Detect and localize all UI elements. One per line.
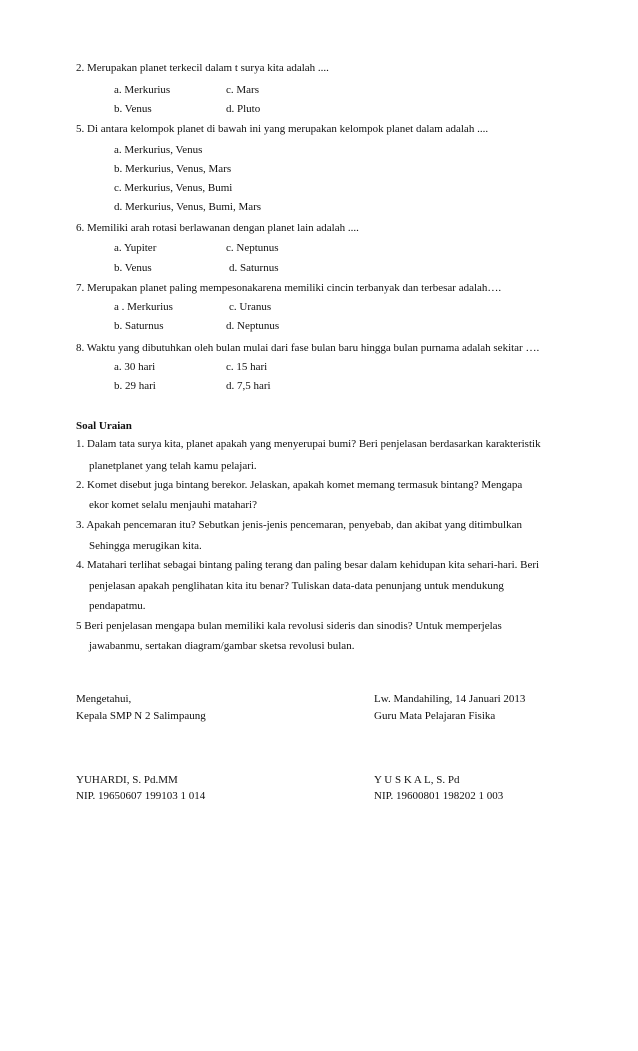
sig-right-line1: Lw. Mandahiling, 14 Januari 2013 [374, 693, 526, 705]
question-6: 6. Memiliki arah rotasi berlawanan dengan planet lain adalah .... [76, 222, 359, 234]
sig-left-line1: Mengetahui, [76, 693, 132, 705]
option-a: a. Merkurius [114, 84, 171, 96]
option-a: a. 30 hari [114, 361, 156, 373]
question-7: 7. Merupakan planet paling mempesonakarena memiliki cincin terbanyak dan terbesar adalah…. [76, 282, 502, 294]
sig-left-name: YUHARDI, S. Pd.MM [76, 774, 178, 786]
option-d: d. Pluto [226, 103, 261, 115]
option-b: b. Venus [114, 262, 152, 274]
sig-right-line2: Guru Mata Pelajaran Fisika [374, 710, 496, 722]
essay-line: ekor komet selalu menjauhi matahari? [89, 499, 257, 511]
option-d: d. Neptunus [226, 320, 280, 332]
option-c: c. Uranus [229, 301, 272, 313]
option-a: a. Yupiter [114, 242, 157, 254]
essay-line: 5 Beri penjelasan mengapa bulan memiliki kala revolusi sideris dan sinodis? Untuk memperjelas [76, 620, 502, 632]
essay-line: penjelasan apakah penglihatan kita itu benar? Tuliskan data-data penunjang untuk mendukung [89, 580, 504, 592]
essay-line: pendapatmu. [89, 600, 146, 612]
essay-heading: Soal Uraian [76, 420, 132, 432]
option-a: a . Merkurius [114, 301, 173, 313]
option-d: d. Saturnus [229, 262, 279, 274]
essay-line: planetplanet yang telah kamu pelajari. [89, 460, 257, 472]
option-b: b. Saturnus [114, 320, 164, 332]
essay-line: 4. Matahari terlihat sebagai bintang paling terang dan paling besar dalam kehidupan kita sehari-hari. Beri [76, 559, 540, 571]
option-b: b. Venus [114, 103, 152, 115]
essay-line: 2. Komet disebut juga bintang berekor. Jelaskan, apakah komet memang termasuk bintang? Mengapa [76, 479, 523, 491]
sig-left-line2: Kepala SMP N 2 Salimpaung [76, 710, 206, 722]
essay-line: jawabanmu, sertakan diagram/gambar sketsa revolusi bulan. [89, 640, 355, 652]
essay-line: Sehingga merugikan kita. [89, 540, 202, 552]
sig-left-nip: NIP. 19650607 199103 1 014 [76, 790, 206, 802]
option-c: c. Mars [226, 84, 259, 96]
option-b: b. 29 hari [114, 380, 156, 392]
essay-line: 3. Apakah pencemaran itu? Sebutkan jenis-jenis pencemaran, penyebab, dan akibat yang ditimbulkan [76, 519, 522, 531]
option-a: a. Merkurius, Venus [114, 144, 203, 156]
essay-line: 1. Dalam tata surya kita, planet apakah yang menyerupai bumi? Beri penjelasan berdasarkan karakteristik [76, 438, 541, 450]
question-8: 8. Waktu yang dibutuhkan oleh bulan mulai dari fase bulan baru hingga bulan purnama adalah sekitar …. [76, 342, 540, 354]
option-c: c. 15 hari [226, 361, 268, 373]
option-d: d. 7,5 hari [226, 380, 271, 392]
question-2: 2. Merupakan planet terkecil dalam t surya kita adalah .... [76, 62, 329, 74]
option-c: c. Merkurius, Venus, Bumi [114, 182, 233, 194]
option-b: b. Merkurius, Venus, Mars [114, 163, 232, 175]
option-d: d. Merkurius, Venus, Bumi, Mars [114, 201, 262, 213]
sig-right-name: Y U S K A L, S. Pd [374, 774, 460, 786]
sig-right-nip: NIP. 19600801 198202 1 003 [374, 790, 504, 802]
option-c: c. Neptunus [226, 242, 279, 254]
question-5: 5. Di antara kelompok planet di bawah ini yang merupakan kelompok planet dalam adalah .... [76, 123, 489, 135]
